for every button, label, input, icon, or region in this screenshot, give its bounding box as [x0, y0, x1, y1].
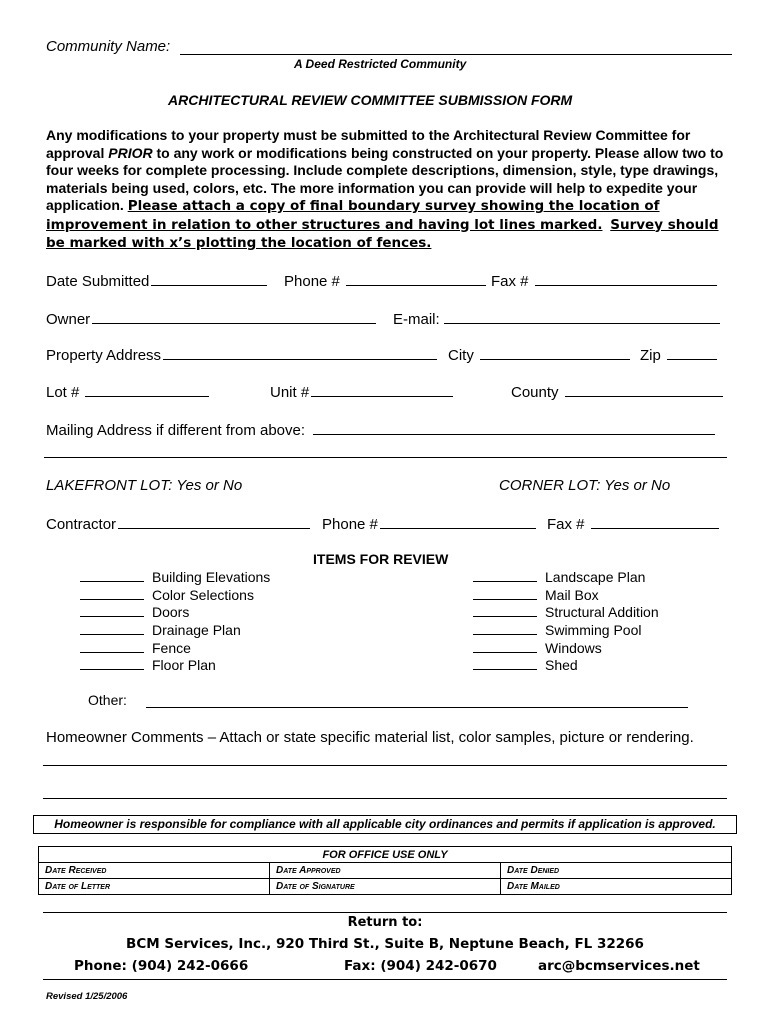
fence-instruction: Survey should be marked with x’s plotting the location of fences. [46, 216, 719, 251]
date-of-letter-cell[interactable]: Date of Letter [39, 879, 270, 895]
community-name-label: Community Name: [46, 38, 171, 55]
item-mail-box[interactable]: Mail Box [473, 587, 599, 605]
item-color-selections[interactable]: Color Selections [80, 587, 254, 605]
item-fence[interactable]: Fence [80, 640, 191, 658]
divider [44, 457, 727, 458]
item-doors[interactable]: Doors [80, 604, 189, 622]
intro-paragraph: Any modifications to your property must be submitted to the Architectural Review Committee for approval PRIOR to any work or modifications being constructed on your property. Please allow two to four weeks for complete processing. Include complete descriptions, dimension, style, type drawings, materials being used, colors, etc. The more information you can provide will help to expedite your application. Please attach a copy of final boundary survey showing the location of improvement in relation to other structures and having lot lines marked. Survey should be marked with x’s plotting the location of fences. [46, 127, 724, 251]
item-structural-addition[interactable]: Structural Addition [473, 604, 659, 622]
date-submitted-field[interactable]: Date Submitted [46, 271, 267, 291]
comments-line-1[interactable] [43, 765, 727, 766]
office-use-title: FOR OFFICE USE ONLY [39, 847, 732, 863]
contractor-field[interactable]: Contractor [46, 514, 310, 534]
survey-instruction: Please attach a copy of final boundary survey showing the location of improvement in relation to other structures and having lot lines marked. [46, 198, 660, 233]
community-name-field[interactable] [180, 54, 732, 55]
other-field[interactable] [146, 707, 688, 708]
office-use-table [38, 846, 732, 895]
revised-date: Revised 1/25/2006 [46, 991, 128, 1002]
date-of-signature-cell[interactable]: Date of Signature [270, 879, 501, 895]
city-field[interactable]: City [448, 345, 630, 365]
other-label: Other: [88, 692, 127, 708]
zip-field[interactable]: Zip [640, 345, 717, 365]
date-mailed-cell[interactable]: Date Mailed [501, 879, 732, 895]
footer-divider-top [43, 912, 727, 913]
date-received-cell[interactable]: Date Received [39, 863, 270, 879]
item-swimming-pool[interactable]: Swimming Pool [473, 622, 641, 640]
item-building-elevations[interactable]: Building Elevations [80, 569, 270, 587]
item-windows[interactable]: Windows [473, 640, 602, 658]
compliance-notice: Homeowner is responsible for compliance with all applicable city ordinances and permits if application is approved. [33, 815, 737, 834]
unit-field[interactable]: Unit # [270, 382, 453, 402]
footer-email[interactable]: arc@bcmservices.net [538, 958, 700, 974]
contractor-phone-field[interactable]: Phone # [322, 514, 536, 534]
deed-note: A Deed Restricted Community [294, 57, 467, 71]
item-floor-plan[interactable]: Floor Plan [80, 657, 216, 675]
footer-divider-bottom [43, 979, 727, 980]
homeowner-comments-label: Homeowner Comments – Attach or state specific material list, color samples, picture or rendering. [46, 729, 694, 746]
item-shed[interactable]: Shed [473, 657, 578, 675]
owner-field[interactable]: Owner [46, 309, 376, 329]
footer-fax: Fax: (904) 242-0670 [344, 958, 497, 974]
corner-lot[interactable]: CORNER LOT: Yes or No [499, 477, 671, 494]
item-landscape-plan[interactable]: Landscape Plan [473, 569, 645, 587]
email-field[interactable]: E-mail: [393, 309, 720, 329]
footer-phone: Phone: (904) 242-0666 [74, 958, 249, 974]
fax-field[interactable]: Fax # [491, 271, 717, 291]
item-drainage-plan[interactable]: Drainage Plan [80, 622, 241, 640]
lot-field[interactable]: Lot # [46, 382, 209, 402]
phone-field[interactable]: Phone # [284, 271, 486, 291]
date-denied-cell[interactable]: Date Denied [501, 863, 732, 879]
contractor-fax-field[interactable]: Fax # [547, 514, 719, 534]
comments-line-2[interactable] [43, 798, 727, 799]
property-address-field[interactable]: Property Address [46, 345, 437, 365]
county-field[interactable]: County [511, 382, 723, 402]
form-title: ARCHITECTURAL REVIEW COMMITTEE SUBMISSION FORM [168, 92, 573, 108]
return-to-label: Return to: [347, 915, 423, 930]
items-title: ITEMS FOR REVIEW [313, 551, 449, 567]
company-address: BCM Services, Inc., 920 Third St., Suite B, Neptune Beach, FL 32266 [126, 936, 644, 952]
mailing-address-field[interactable]: Mailing Address if different from above: [46, 420, 715, 440]
lakefront-lot[interactable]: LAKEFRONT LOT: Yes or No [46, 477, 243, 494]
date-approved-cell[interactable]: Date Approved [270, 863, 501, 879]
